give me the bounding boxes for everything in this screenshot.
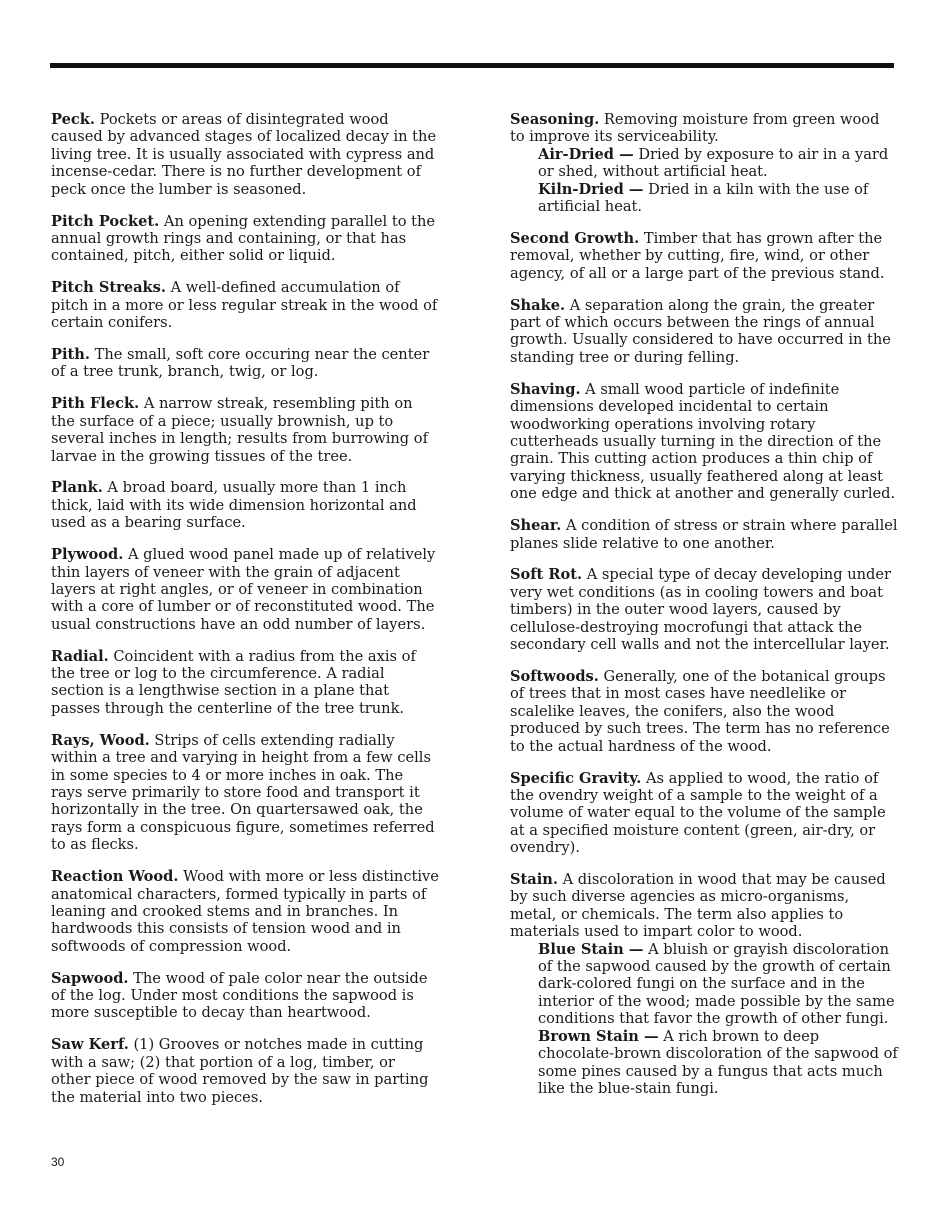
entry-paragraph [510,381,898,503]
entry-paragraph [51,213,439,265]
glossary-entry [510,517,898,552]
glossary-entry [510,566,898,653]
entry-paragraph [51,648,439,718]
entry-term: Plank. [51,479,103,497]
entry-term: Seasoning. [510,111,600,128]
entry-definition: A broad board, usually more than 1 inch thick, laid with its wide dimension horizontal and used as a bearing surface. [51,479,417,532]
entry-definition: A glued wood panel made up of relatively thin layers of veneer with the grain of adjacent layers at right angles, or of veneer in combination with a core of lumber or of reconstituted wood. The usual constructions have an odd number of layers. [51,546,436,633]
glossary-entry [51,546,439,633]
entry-term: Stain. [510,871,558,889]
glossary-entry [510,111,898,215]
entry-paragraph [510,770,898,857]
entry-definition: The small, soft core occuring near the center of a tree trunk, branch, twig, or log. [51,345,430,381]
glossary-entry [510,381,898,503]
entry-term: Saw Kerf. [51,1036,129,1054]
entry-paragraph [51,111,439,198]
entry-term: Specific Gravity. [510,769,642,787]
sub-entry-term: Kiln-Dried — [538,180,644,198]
header-rule [50,63,894,68]
entry-paragraph [51,1036,439,1106]
entry-term: Reaction Wood. [51,868,179,886]
entry-paragraph [51,868,439,955]
page-number: 30 [51,1155,65,1169]
entry-definition: Wood with more or less distinctive anatomical characters, formed typically in parts of leaning and crooked stems and in branches. In hardwoods this consists of tension wood and in softwoods of compression wood. [51,868,439,955]
entry-paragraph [510,297,898,367]
entry-definition: (1) Grooves or notches made in cutting with a saw; (2) that portion of a log, timber, or other piece of wood removed by the saw in parting the material into two pieces. [51,1036,429,1106]
entry-definition: The wood of pale color near the outside of the log. Under most conditions the sapwood is more susceptible to decay than heartwood. [51,969,428,1022]
sub-entry-definition: Dried by exposure to air in a yard or shed, without artificial heat. [538,145,889,181]
entry-term: Pith. [51,345,90,363]
entry-term: Rays, Wood. [51,731,150,749]
entry-definition: Generally, one of the botanical groups of trees that in most cases have needlelike or scalelike leaves, the conifers, also the wood produced by such trees. The term has no reference to the actual hardness of the wood. [510,667,890,755]
entry-term: Shaving. [510,380,581,398]
glossary-entry [51,732,439,854]
glossary-entry [510,230,898,282]
glossary-entry [51,648,439,718]
entry-term: Sapwood. [51,969,129,987]
entry-paragraph [51,346,439,381]
sub-entry-definition: Dried in a kiln with the use of artificial heat. [538,180,869,216]
entry-definition: Timber that has grown after the removal, whether by cutting, fire, wind, or other agency, of all or a large part of the previous stand. [510,229,885,282]
entry-term: Second Growth. [510,229,640,247]
entry-term: Plywood. [51,546,124,564]
entry-paragraph [510,668,898,755]
entry-definition: Removing moisture from green wood to improve its serviceability. [510,111,880,146]
glossary-entry [51,479,439,531]
sub-entry-term: Blue Stain — [538,940,644,958]
sub-entry-term: Air-Dried — [538,145,634,163]
glossary-entry [51,111,439,198]
entry-paragraph [51,279,439,331]
glossary-entry [510,297,898,367]
entry-paragraph [510,230,898,282]
glossary-entry [510,770,898,857]
entry-paragraph [51,732,439,854]
glossary-entry [51,868,439,955]
glossary-entry [510,871,898,1097]
entry-definition: A separation along the grain, the greater part of which occurs between the rings of annual growth. Usually considered to have occurred in the standing tree or during felling. [510,296,891,366]
entry-term: Softwoods. [510,667,599,685]
sub-entry [538,941,898,1028]
glossary-entry [51,395,439,465]
left-column [51,111,439,1121]
entry-definition: A small wood particle of indefinite dimensions developed incidental to certain woodworking operations involving rotary cutterheads usually turning in the direction of the grain. This cutting action produces a thin chip of varying thickness, usually feathered along at least one edge and thick at another and generally curled. [510,380,896,503]
entry-term: Pith Fleck. [51,395,140,413]
right-column [510,111,898,1112]
entry-paragraph [51,970,439,1022]
glossary-entry [51,970,439,1022]
entry-term: Peck. [51,111,95,128]
entry-definition: Strips of cells extending radially within a tree and varying in height from a few cells in some species to 4 or more inches in oak. The rays serve primarily to store food and transport it horizontally in the tree. On quartersawed oak, the rays form a conspicuous figure, sometimes referred to as flecks. [51,731,435,854]
entry-paragraph [510,566,898,653]
entry-paragraph [510,871,898,941]
glossary-entry [51,1036,439,1106]
sub-entry [538,146,898,181]
entry-paragraph [510,517,898,552]
entry-paragraph [51,479,439,531]
sub-entry-definition: A rich brown to deep chocolate-brown discoloration of the sapwood of some pines caused by a fungus that acts much like the blue-stain fungi. [538,1027,898,1097]
entry-definition: As applied to wood, the ratio of the ovendry weight of a sample to the weight of a volume of water equal to the volume of the sample at a specified moisture content (green, air-dry, or ovendry). [510,769,886,857]
sub-entry [538,181,898,216]
entry-definition: Pockets or areas of disintegrated wood caused by advanced stages of localized decay in the living tree. It is usually associated with cypress and incense-cedar. There is no further development of peck once the lumber is seasoned. [51,111,437,198]
entry-paragraph [51,395,439,465]
sub-entry-definition: A bluish or grayish discoloration of the sapwood caused by the growth of certain dark-colored fungi on the surface and in the interior of the wood; made possible by the same conditions that favor the growth of other fungi. [538,940,895,1028]
glossary-entry [510,668,898,755]
entry-paragraph [51,546,439,633]
entry-definition: A narrow streak, resembling pith on the surface of a piece; usually brownish, up to several inches in length; results from burrowing of larvae in the growing tissues of the tree. [51,395,428,465]
entry-definition: A condition of stress or strain where parallel planes slide relative to one another. [510,517,898,552]
entry-term: Radial. [51,647,109,665]
entry-term: Shake. [510,296,566,314]
glossary-entry [51,213,439,265]
entry-definition: A discoloration in wood that may be caused by such diverse agencies as micro-organisms, metal, or chemicals. The term also applies to materials used to impart color to wood. [510,871,886,941]
entry-term: Soft Rot. [510,566,583,584]
glossary-entry [51,346,439,381]
sub-entry-term: Brown Stain — [538,1027,659,1045]
glossary-entry [51,279,439,331]
entry-term: Pitch Pocket. [51,212,160,230]
sub-entry [538,1028,898,1098]
entry-paragraph [510,111,898,146]
entry-term: Shear. [510,517,562,535]
entry-definition: Coincident with a radius from the axis of the tree or log to the circumference. A radial section is a lengthwise section in a plane that passes through the centerline of the tree trunk. [51,647,416,717]
entry-definition: An opening extending parallel to the annual growth rings and containing, or that has contained, pitch, either solid or liquid. [51,212,436,265]
entry-term: Pitch Streaks. [51,279,166,297]
entry-definition: A well-defined accumulation of pitch in a more or less regular streak in the wood of certain conifers. [51,279,438,332]
entry-definition: A special type of decay developing under very wet conditions (as in cooling towers and boat timbers) in the outer wood layers, caused by cellulose-destroying mocrofungi that attack the secondary cell walls and not the intercellular layer. [510,566,891,654]
